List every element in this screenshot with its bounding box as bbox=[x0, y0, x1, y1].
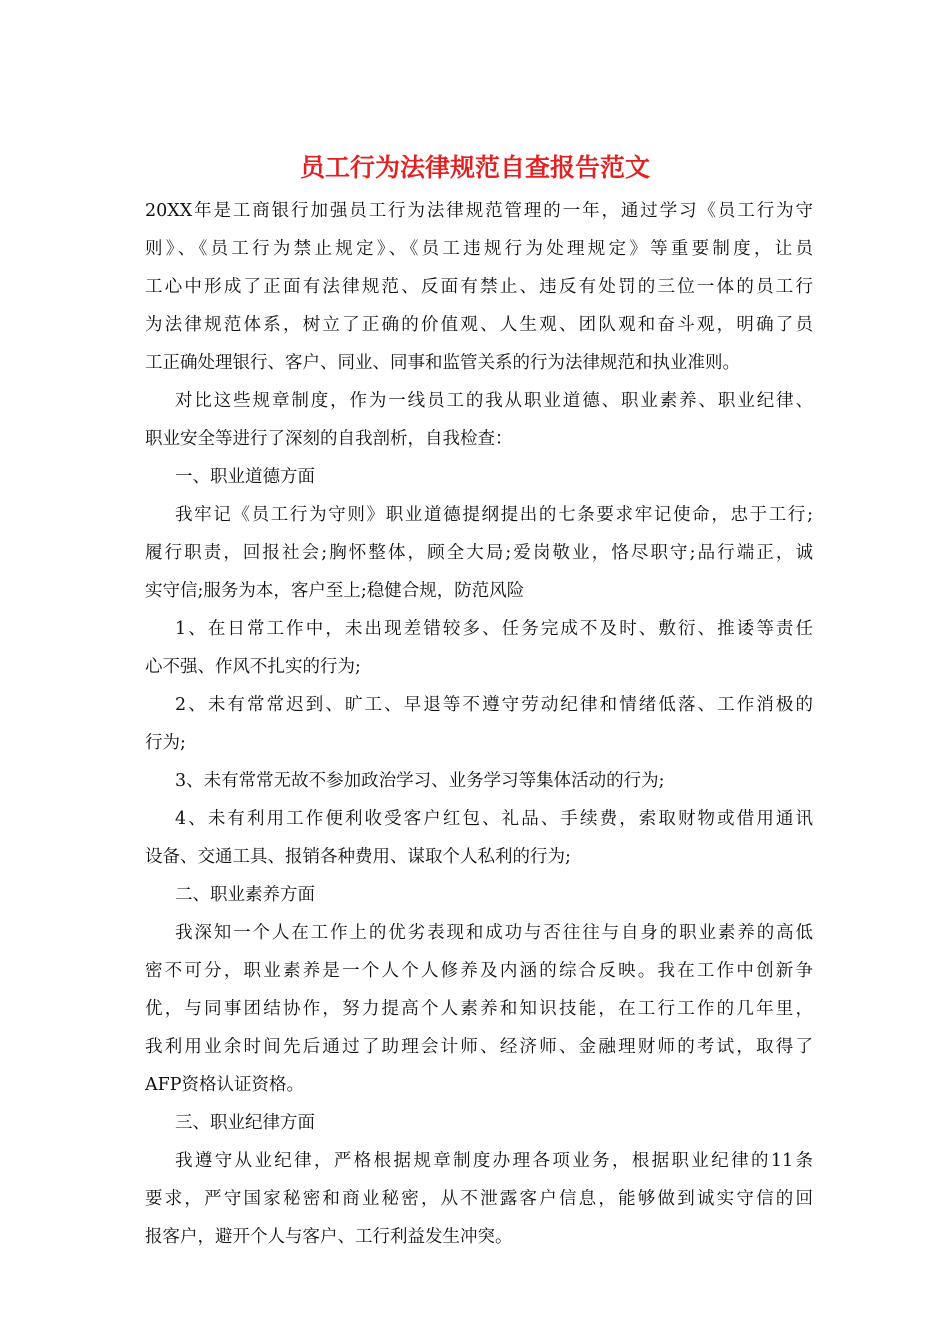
text-line: 我深知一个人在工作上的优劣表现和成功与否往往与自身的职业素养的高低 bbox=[175, 923, 813, 943]
document-body bbox=[145, 192, 813, 1256]
text-line: 职业安全等进行了深刻的自我剖析，自我检查： bbox=[145, 429, 513, 449]
text-line: 报客户，避开个人与客户、工行利益发生冲突。 bbox=[145, 1227, 513, 1247]
text-line: 设备、交通工具、报销各种费用、谋取个人私利的行为; bbox=[145, 847, 571, 867]
text-line: 1、在日常工作中，未出现差错较多、任务完成不及时、敷衍、推诿等责任 bbox=[175, 619, 813, 639]
text-line: 行为; bbox=[145, 733, 186, 753]
text-line: 4、未有利用工作便利收受客户红包、礼品、手续费，索取财物或借用通讯 bbox=[175, 809, 813, 829]
text-line: 为法律规范体系，树立了正确的价值观、人生观、团队观和奋斗观，明确了员 bbox=[145, 315, 813, 335]
text-line: 对比这些规章制度，作为一线员工的我从职业道德、职业素养、职业纪律、 bbox=[175, 391, 813, 411]
text-line: 工正确处理银行、客户、同业、同事和监管关系的行为法律规范和执业准则。 bbox=[145, 353, 740, 373]
text-line: 我牢记《员工行为守则》职业道德提纲提出的七条要求牢记使命，忠于工行; bbox=[175, 505, 813, 525]
text-line: 一、职业道德方面 bbox=[175, 467, 315, 487]
text-line: 实守信;服务为本，客户至上;稳健合规，防范风险 bbox=[145, 581, 525, 601]
text-line: 要求，严守国家秘密和商业秘密，从不泄露客户信息，能够做到诚实守信的回 bbox=[145, 1189, 813, 1209]
text-line: 优，与同事团结协作，努力提高个人素养和知识技能，在工行工作的几年里， bbox=[145, 999, 813, 1019]
text-line: 我利用业余时间先后通过了助理会计师、经济师、金融理财师的考试，取得了 bbox=[145, 1037, 813, 1057]
text-line: 工心中形成了正面有法律规范、反面有禁止、违反有处罚的三位一体的员工行 bbox=[145, 277, 813, 297]
document-title: 员工行为法律规范自查报告范文 bbox=[299, 153, 650, 182]
text-line: 密不可分，职业素养是一个人个人修养及内涵的综合反映。我在工作中创新争 bbox=[145, 961, 813, 981]
text-line: 二、职业素养方面 bbox=[175, 885, 315, 905]
text-line: 20XX年是工商银行加强员工行为法律规范管理的一年，通过学习《员工行为守 bbox=[145, 201, 813, 221]
text-line: 则》、《员工行为禁止规定》、《员工违规行为处理规定》等重要制度，让员 bbox=[145, 239, 813, 259]
text-line: 履行职责，回报社会;胸怀整体，顾全大局;爱岗敬业，恪尽职守;品行端正，诚 bbox=[145, 543, 813, 563]
text-line: 心不强、作风不扎实的行为; bbox=[145, 657, 361, 677]
text-line: AFP资格认证资格。 bbox=[145, 1075, 305, 1095]
text-line: 3、未有常常无故不参加政治学习、业务学习等集体活动的行为; bbox=[175, 771, 665, 791]
text-line: 2、未有常常迟到、旷工、早退等不遵守劳动纪律和情绪低落、工作消极的 bbox=[175, 695, 813, 715]
text-line: 三、职业纪律方面 bbox=[175, 1113, 315, 1133]
text-line: 我遵守从业纪律，严格根据规章制度办理各项业务，根据职业纪律的11条 bbox=[175, 1151, 813, 1171]
